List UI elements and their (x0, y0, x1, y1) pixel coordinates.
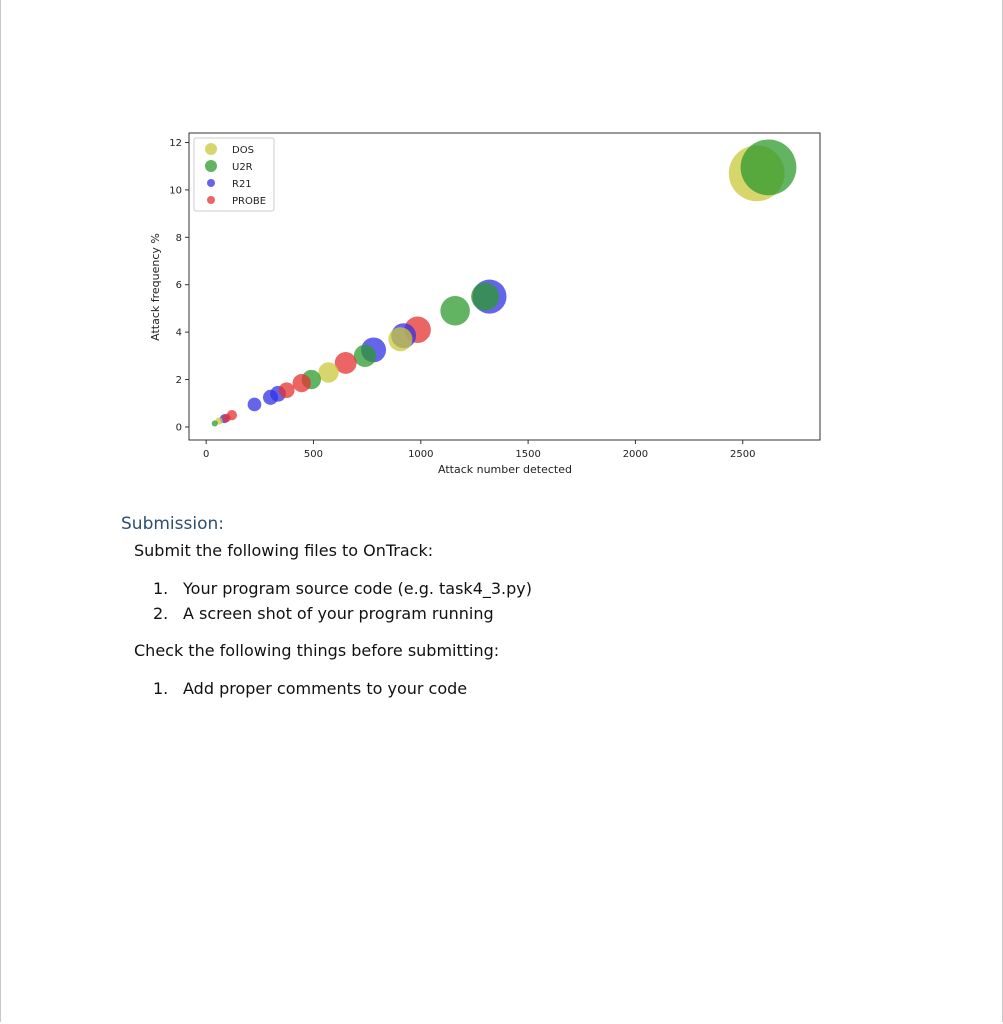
y-axis-label: Attack frequency % (149, 233, 162, 341)
x-tick-label: 1000 (408, 449, 434, 460)
data-point-probe (279, 382, 295, 398)
list-item (153, 604, 494, 623)
data-point-u2r (440, 296, 470, 326)
legend-label: R21 (232, 179, 252, 190)
legend-marker (207, 179, 215, 187)
data-point-u2r (471, 283, 499, 311)
data-point-probe (222, 414, 231, 423)
data-point-dos (318, 362, 338, 382)
y-tick-label: 4 (175, 327, 182, 339)
data-point-r21 (248, 398, 262, 412)
x-tick-label: 1500 (515, 449, 541, 460)
legend-label: U2R (232, 162, 253, 173)
y-tick-label: 0 (175, 422, 182, 434)
legend-marker (205, 160, 217, 172)
list-text: Your program source code (e.g. task4_3.py) (183, 579, 533, 598)
scatter-chart (0, 0, 1003, 500)
x-tick-label: 0 (202, 449, 210, 460)
list-text: Add proper comments to your code (183, 679, 468, 698)
legend-label: PROBE (232, 196, 267, 207)
y-tick-label: 10 (169, 185, 182, 197)
data-point-u2r (212, 420, 218, 426)
list-number: 1. (153, 579, 169, 598)
data-point-r21 (263, 390, 278, 405)
list-number: 2. (153, 604, 169, 623)
y-tick-label: 12 (169, 137, 182, 149)
submission-heading: Submission: (121, 514, 224, 534)
data-point-dos (388, 327, 412, 351)
data-point-u2r (741, 139, 797, 195)
data-point-probe (293, 374, 311, 392)
data-point-u2r (354, 345, 376, 367)
y-tick-label: 2 (175, 375, 182, 387)
legend-marker (205, 143, 217, 155)
x-tick-label: 500 (303, 449, 324, 460)
x-tick-label: 2000 (622, 449, 649, 460)
check-intro: Check the following things before submitting: (134, 641, 500, 660)
legend-marker (207, 196, 215, 204)
x-tick-label: 2500 (730, 449, 756, 460)
list-number: 1. (153, 679, 169, 698)
list-item (153, 679, 467, 698)
list-text: A screen shot of your program running (183, 604, 494, 623)
legend-label: DOS (232, 145, 254, 156)
x-axis-label: Attack number detected (438, 463, 572, 476)
submission-intro: Submit the following files to OnTrack: (134, 541, 434, 560)
y-tick-label: 6 (175, 280, 182, 292)
list-item (153, 579, 532, 598)
y-tick-label: 8 (175, 232, 182, 244)
